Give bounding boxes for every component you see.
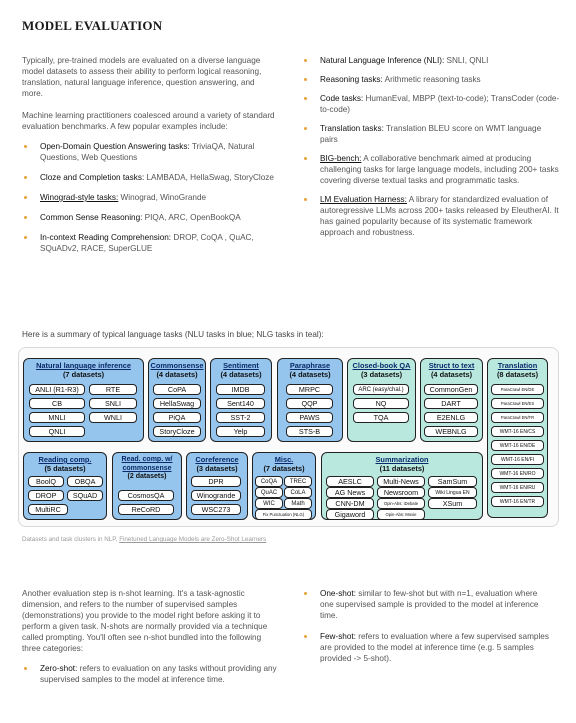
- dataset-chip: CoQA: [255, 476, 283, 487]
- list-item: [22, 141, 277, 163]
- list-item: [302, 74, 560, 85]
- dataset-chip: ParaCrawl EN/FR: [491, 412, 544, 423]
- benchmark-list-right: [302, 55, 560, 238]
- dataset-chip: OBQA: [67, 476, 103, 487]
- dataset-chip: Opin-Abs: Movie: [377, 509, 425, 520]
- list-term: Open-Domain Question Answering tasks:: [40, 142, 190, 151]
- dataset-chip: Gigaword: [326, 509, 374, 520]
- dataset-chip: MNLI: [29, 412, 85, 423]
- dataset-chip: Opin-Abs: iDebate: [377, 498, 425, 509]
- cluster-title: Natural language inference: [36, 361, 131, 370]
- cluster-sentiment: [210, 358, 272, 442]
- dataset-chip: WIC: [255, 498, 283, 509]
- intro-paragraph: Typically, pre-trained models are evaluated on a diverse language model datasets to assess their ability to perform logical reasoning, translation, natural language inference, question answering, and more.: [22, 56, 262, 98]
- dataset-chip: PiQA: [153, 412, 201, 423]
- winograd-link[interactable]: Winograd-style tasks:: [40, 193, 119, 202]
- dataset-chip: AESLC: [326, 476, 374, 487]
- dataset-chip: ARC (easy/chal.): [353, 384, 409, 395]
- cluster-misc: [252, 452, 316, 520]
- list-item: [302, 123, 560, 145]
- benchmark-list: [22, 141, 277, 254]
- right-column: [302, 55, 560, 247]
- cluster-translation: [487, 358, 548, 518]
- dataset-chip: QuAC: [255, 487, 283, 498]
- list-term: In-context Reading Comprehension:: [40, 233, 172, 242]
- dataset-chip: TQA: [353, 412, 409, 423]
- dataset-chip: DROP: [28, 490, 64, 501]
- list-term: Cloze and Completion tasks:: [40, 173, 145, 182]
- summary-caption: Here is a summary of typical language tasks (NLU tasks in blue; NLG tasks in teal):: [22, 330, 324, 339]
- dataset-chip: WSC273: [191, 504, 241, 515]
- list-desc: Winograd, WinoGrande: [118, 193, 207, 202]
- list-term: Common Sense Reasoning:: [40, 213, 143, 222]
- page-title: MODEL EVALUATION: [22, 18, 163, 33]
- dataset-chip: Sent140: [216, 398, 265, 409]
- task-cluster-diagram: [18, 347, 559, 527]
- dataset-chip: Newsroom: [377, 487, 425, 498]
- list-term: Few-shot:: [320, 632, 356, 641]
- dataset-chip: CB: [29, 398, 85, 409]
- benchmarks-paragraph: Machine learning practitioners coalesced around a variety of standard evaluation benchmarks. A few popular examples include:: [22, 111, 275, 131]
- dataset-chip: TREC: [284, 476, 312, 487]
- dataset-chip: WMT-16 EN/FI: [491, 454, 544, 465]
- cluster-title: Misc.: [274, 455, 294, 464]
- list-term: Reasoning tasks:: [320, 75, 383, 84]
- list-item: [302, 153, 560, 186]
- nshot-column: [22, 588, 280, 694]
- cluster-struct-to-text: [420, 358, 483, 442]
- list-desc: HumanEval, MBPP (text-to-code); TransCoder (code-to-code): [320, 94, 560, 114]
- dataset-chip: E2ENLG: [424, 412, 478, 423]
- shot-column-right: [302, 588, 552, 673]
- cluster-count: (4 datasets): [220, 369, 262, 379]
- cluster-nli: [23, 358, 144, 442]
- dataset-chip: WEBNLG: [424, 426, 478, 437]
- cluster-title: Commonsense: [150, 361, 204, 370]
- cluster-title: Paraphrase: [289, 361, 331, 370]
- dataset-chip: BoolQ: [28, 476, 64, 487]
- dataset-chip: DART: [424, 398, 478, 409]
- dataset-chip: Yelp: [216, 426, 265, 437]
- cluster-count: (7 datasets): [263, 463, 305, 473]
- dataset-chip: MultiRC: [28, 504, 68, 515]
- cluster-title: Coreference: [195, 455, 239, 464]
- list-item: [22, 172, 277, 183]
- list-item: [302, 93, 560, 115]
- dataset-chip: AG News: [326, 487, 374, 498]
- dataset-chip: CosmosQA: [118, 490, 174, 501]
- cluster-count: (5 datasets): [44, 463, 86, 473]
- list-desc: LAMBADA, HellaSwag, StoryCloze: [144, 173, 274, 182]
- list-item: [302, 631, 552, 664]
- list-item: [302, 55, 560, 66]
- cluster-title: Sentiment: [223, 361, 259, 370]
- cluster-paraphrase: [277, 358, 343, 442]
- cluster-title: Read. comp. w/ commonsense: [121, 456, 173, 472]
- dataset-chip: CommonGen: [424, 384, 478, 395]
- dataset-chip: STS-B: [286, 426, 333, 437]
- cluster-count: (2 datasets): [127, 473, 167, 480]
- cluster-commonsense: [148, 358, 206, 442]
- list-desc: Translation BLEU score on WMT language pairs: [320, 124, 542, 144]
- list-desc: A collaborative benchmark aimed at producing challenging tasks for large language models, including 200+ tasks covering diverse textual tasks and programmatic tasks.: [320, 154, 559, 185]
- dataset-chip: QNLI: [29, 426, 85, 437]
- cluster-closed-book-qa: [347, 358, 416, 442]
- dataset-chip: CoLA: [284, 487, 312, 498]
- left-column: [22, 55, 277, 263]
- list-term: Natural Language Inference (NLI):: [320, 56, 445, 65]
- shot-list-right: [302, 588, 552, 664]
- dataset-chip: ParaCrawl EN/ES: [491, 398, 544, 409]
- dataset-chip: PAWS: [286, 412, 333, 423]
- dataset-chip: NQ: [353, 398, 409, 409]
- dataset-chip: CoPA: [153, 384, 201, 395]
- cluster-summarization: [321, 452, 483, 520]
- figure-source: [22, 536, 266, 543]
- list-item: [302, 194, 560, 238]
- cluster-title: Closed-book QA: [352, 361, 411, 370]
- cluster-count: (4 datasets): [289, 369, 331, 379]
- dataset-chip: QQP: [286, 398, 333, 409]
- cluster-count: (4 datasets): [156, 369, 198, 379]
- dataset-chip: SamSum: [428, 476, 477, 487]
- dataset-chip: Fix Punctuation (NLG): [255, 509, 312, 520]
- dataset-chip: Math: [284, 498, 312, 509]
- cluster-count: (7 datasets): [62, 369, 105, 379]
- dataset-chip: WMT-16 EN/RO: [491, 468, 544, 479]
- dataset-chip: MRPC: [286, 384, 333, 395]
- dataset-chip: WMT-16 EN/TR: [491, 496, 544, 507]
- list-desc: Arithmetic reasoning tasks: [382, 75, 481, 84]
- dataset-chip: DPR: [191, 476, 241, 487]
- dataset-chip: SQuAD: [67, 490, 103, 501]
- list-desc: SNLI, QNLI: [444, 56, 489, 65]
- dataset-chip: Wiki Lingua EN: [428, 487, 477, 498]
- cluster-count: (4 datasets): [430, 369, 473, 379]
- cluster-count: (8 datasets): [496, 369, 539, 379]
- dataset-chip: ANLI (R1-R3): [29, 384, 85, 395]
- cluster-count: (3 datasets): [196, 463, 238, 473]
- list-desc: refers to evaluation where a few supervised samples are provided to the model at inference time (e.g. 5 samples provided -> 5-shot).: [320, 632, 549, 663]
- cluster-title: Struct to text: [428, 361, 475, 370]
- list-item: [22, 192, 277, 203]
- dataset-chip: HellaSwag: [153, 398, 201, 409]
- big-bench-link[interactable]: BIG-bench:: [320, 154, 362, 163]
- dataset-chip: Multi-News: [377, 476, 425, 487]
- shot-list-left: [22, 663, 280, 685]
- cluster-reading-comp: [23, 452, 107, 520]
- dataset-chip: WMT-16 EN/RU: [491, 482, 544, 493]
- list-desc: A library for standardized evaluation of autoregressive LLMs across 200+ tasks released by EleutherAI. It has gained popularity because of its systematic framework approach and robustness.: [320, 195, 559, 237]
- list-item: [22, 232, 277, 254]
- list-item: [302, 588, 552, 621]
- dataset-chip: WNLI: [89, 412, 137, 423]
- dataset-chip: SST-2: [216, 412, 265, 423]
- dataset-chip: Winogrande: [191, 490, 241, 501]
- list-item: [22, 212, 277, 223]
- list-desc: TriviaQA, Natural Questions, Web Questions: [40, 142, 255, 162]
- cluster-title: Summarization: [375, 455, 429, 464]
- source-prefix: Datasets and task clusters in NLP,: [22, 536, 120, 543]
- source-link[interactable]: Finetuned Language Models are Zero-Shot Learners: [119, 536, 267, 543]
- dataset-chip: WMT-16 EN/CS: [491, 426, 544, 437]
- dataset-chip: XSum: [428, 498, 477, 509]
- dataset-chip: SNLI: [89, 398, 137, 409]
- list-desc: PIQA, ARC, OpenBookQA: [142, 213, 241, 222]
- list-term: Zero-shot:: [40, 664, 78, 673]
- list-term: One-shot:: [320, 589, 356, 598]
- cluster-count: (3 datasets): [360, 369, 403, 379]
- list-term: Code tasks:: [320, 94, 364, 103]
- dataset-chip: StoryCloze: [153, 426, 201, 437]
- list-item: [22, 663, 280, 685]
- cluster-count: (11 datasets): [379, 463, 425, 473]
- list-desc: refers to evaluation on any tasks without providing any supervised samples to the model at inference time.: [40, 664, 277, 684]
- dataset-chip: ReCoRD: [118, 504, 174, 515]
- nshot-paragraph: Another evaluation step is n-shot learning. It's a task-agnostic dimension, and refers to the number of supervised samples (demonstrations) you provide to the model right before asking it to perform a given task. N-shots are normally provided via a technique called prompting. You'll often see n-shot bundled into the following three categories:: [22, 589, 268, 653]
- cluster-read-comp-commonsense: [112, 452, 182, 520]
- list-desc: DROP, CoQA , QuAC, SQuADv2, RACE, SuperGLUE: [40, 233, 254, 253]
- cluster-coreference: [186, 452, 248, 520]
- list-desc: similar to few-shot but with n=1, evaluation where one supervised sample is provided to the model at inference time.: [320, 589, 539, 620]
- dataset-chip: IMDB: [216, 384, 265, 395]
- dataset-chip: WMT-16 EN/DE: [491, 440, 544, 451]
- cluster-title: Translation: [497, 361, 538, 370]
- dataset-chip: ParaCrawl EN/DE: [491, 384, 544, 395]
- list-term: Translation tasks:: [320, 124, 384, 133]
- dataset-chip: CNN-DM: [326, 498, 374, 509]
- cluster-title: Reading comp.: [38, 455, 92, 464]
- lm-eval-harness-link[interactable]: LM Evaluation Harness:: [320, 195, 407, 204]
- dataset-chip: RTE: [89, 384, 137, 395]
